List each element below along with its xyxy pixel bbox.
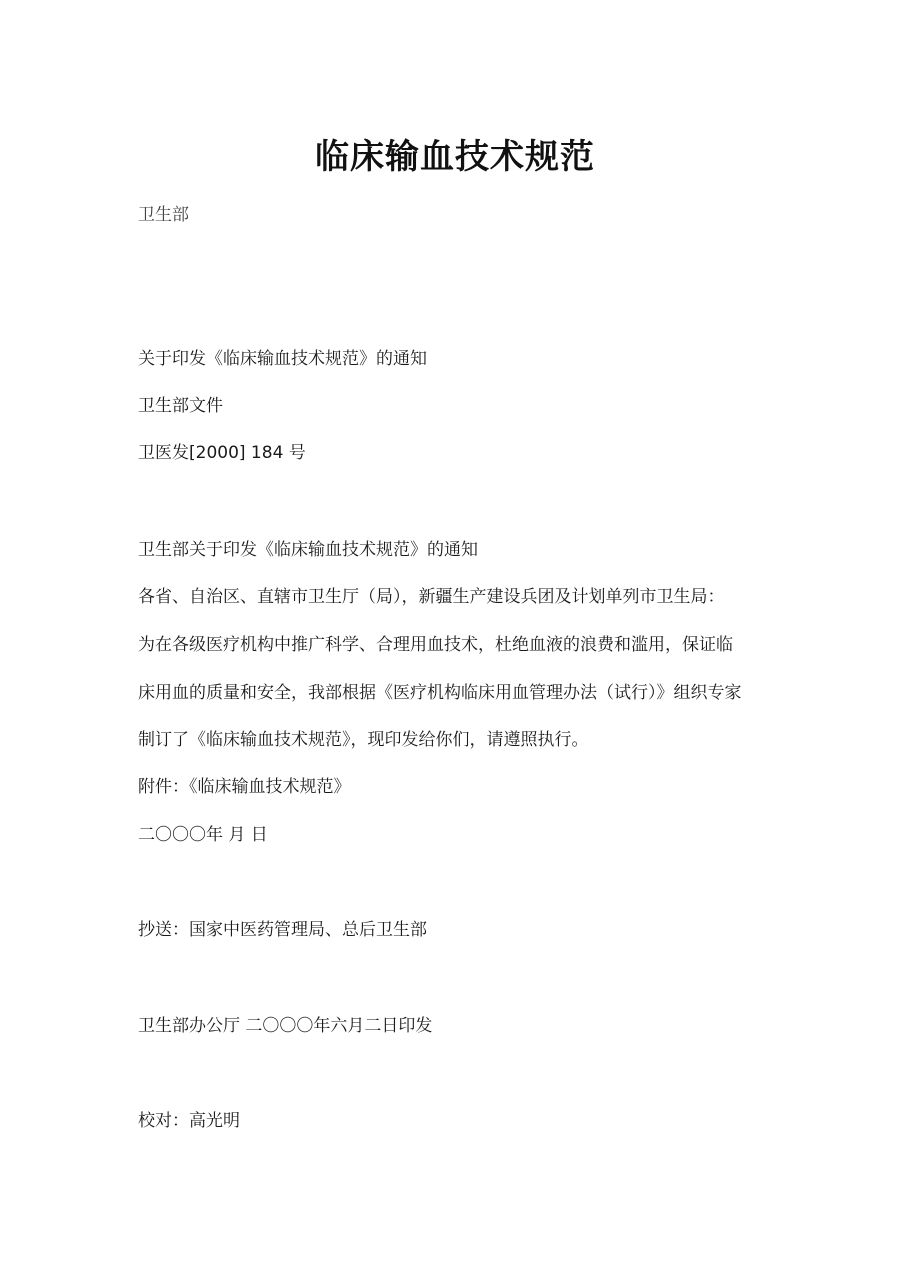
document-author: 卫生部 xyxy=(138,205,189,225)
notice-heading: 关于印发《临床输血技术规范》的通知 xyxy=(138,349,427,369)
cc-line: 抄送：国家中医药管理局、总后卫生部 xyxy=(138,920,427,940)
notice-heading-2: 卫生部关于印发《临床输血技术规范》的通知 xyxy=(138,540,478,560)
body-line: 制订了《临床输血技术规范》，现印发给你们，请遵照执行。 xyxy=(138,730,589,750)
date-line: 二〇〇〇年 月 日 xyxy=(138,825,268,845)
attachment-line: 附件：《临床输血技术规范》 xyxy=(138,777,351,797)
proofreader-line: 校对：高光明 xyxy=(138,1111,240,1131)
document-title: 临床输血技术规范 xyxy=(315,137,595,177)
print-line: 卫生部办公厅 二〇〇〇年六月二日印发 xyxy=(138,1016,433,1036)
issuer-doc: 卫生部文件 xyxy=(138,396,223,416)
body-line: 为在各级医疗机构中推广科学、合理用血技术，杜绝血液的浪费和滥用，保证临 xyxy=(138,635,733,655)
body-line: 各省、自治区、直辖市卫生厅（局），新疆生产建设兵团及计划单列市卫生局： xyxy=(138,587,725,607)
doc-number: 卫医发[2000] 184 号 xyxy=(138,443,306,463)
body-line: 床用血的质量和安全，我部根据《医疗机构临床用血管理办法（试行）》组织专家 xyxy=(138,683,742,703)
